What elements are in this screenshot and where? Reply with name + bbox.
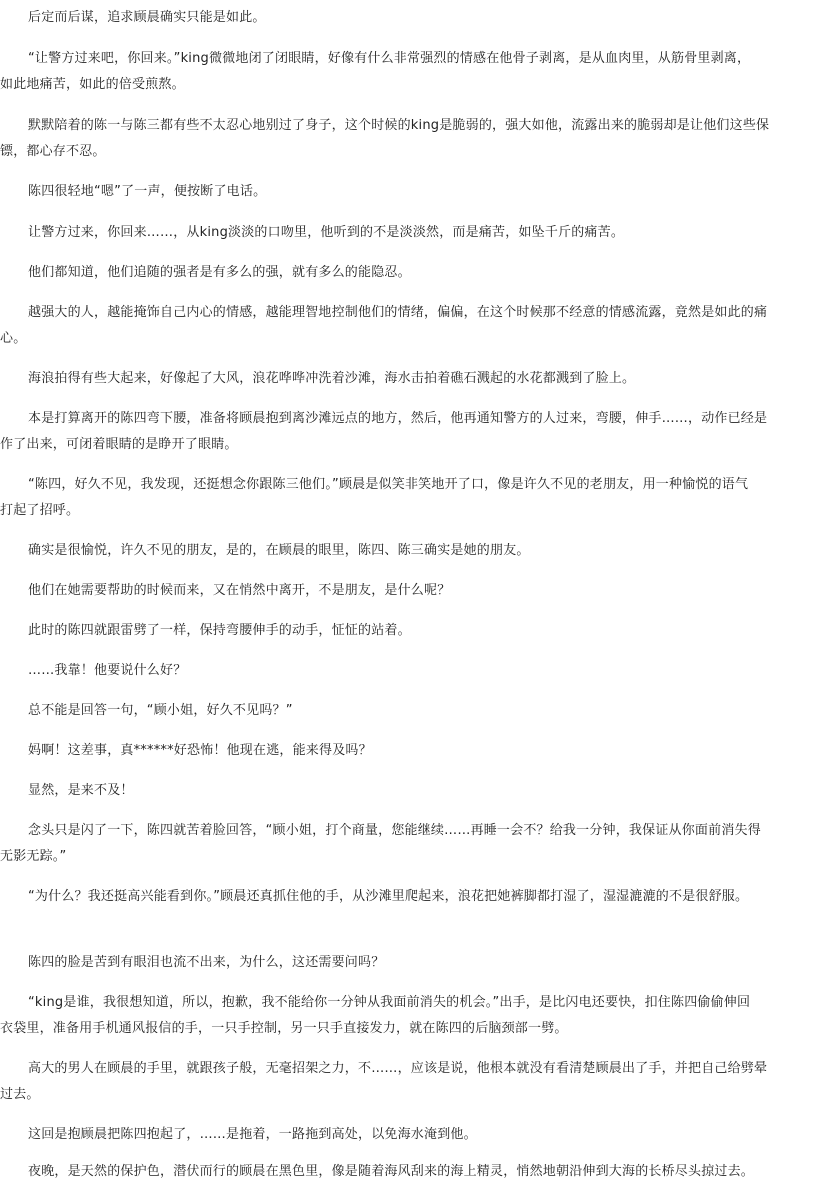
text-line: 总不能是回答一句，“顾小姐，好久不见吗？” [28, 703, 293, 718]
text-line: “陈四，好久不见，我发现，还挺想念你跟陈三他们。”顾晨是似笑非笑地开了口，像是许久不见的老朋友，用一种愉悦的语气 [28, 477, 749, 492]
text-line: “king是谁，我很想知道，所以，抱歉，我不能给你一分钟从我面前消失的机会。”出手，是比闪电还要快，扣住陈四偷偷伸回 [28, 995, 751, 1010]
text-line: “让警方过来吧，你回来。”king微微地闭了闭眼睛，好像有什么非常强烈的情感在他骨子剥离，是从血肉里，从筋骨里剥离， [28, 51, 751, 66]
text-line: 夜晚，是天然的保护色，潜伏而行的顾晨在黑色里，像是随着海风刮来的海上精灵，悄然地朝沿伸到大海的长桥尽头掠过去。 [28, 1164, 755, 1179]
text-line: 念头只是闪了一下，陈四就苦着脸回答，“顾小姐，打个商量，您能继续……再睡一会不？给我一分钟，我保证从你面前消失得 [28, 823, 761, 838]
text-line: 过去。 [0, 1087, 40, 1102]
text-line: 确实是很愉悦，许久不见的朋友，是的，在顾晨的眼里，陈四、陈三确实是她的朋友。 [28, 543, 530, 558]
text-line: 陈四很轻地“嗯”了一声，便按断了电话。 [28, 184, 267, 199]
text-line: 作了出来，可闭着眼睛的是睁开了眼睛。 [0, 437, 238, 452]
text-line: “为什么？我还挺高兴能看到你。”顾晨还真抓住他的手，从沙滩里爬起来，浪花把她裤脚都打湿了，湿湿漉漉的不是很舒服。 [28, 889, 749, 904]
text-line: ……我靠！他要说什么好？ [28, 663, 187, 678]
text-line: 这回是抱顾晨把陈四抱起了，……是拖着，一路拖到高处，以免海水淹到他。 [28, 1127, 477, 1142]
text-line: 此时的陈四就跟雷劈了一样，保持弯腰伸手的动手，怔怔的站着。 [28, 623, 411, 638]
text-line: 打起了招呼。 [0, 503, 80, 518]
text-line: 陈四的脸是苦到有眼泪也流不出来，为什么，这还需要问吗？ [28, 955, 385, 970]
text-line: 如此地痛苦，如此的倍受煎熬。 [0, 77, 185, 92]
text-line: 心。 [0, 331, 27, 346]
text-line: 后定而后谋，追求顾晨确实只能是如此。 [28, 10, 266, 25]
text-line: 越强大的人，越能掩饰自己内心的情感，越能理智地控制他们的情绪，偏偏，在这个时候那不经意的情感流露，竟然是如此的痛 [28, 305, 768, 320]
text-line: 高大的男人在顾晨的手里，就跟孩子般，无毫招架之力，不……，应该是说，他根本就没有看清楚顾晨出了手，并把自己给劈晕 [28, 1061, 768, 1076]
text-line: 本是打算离开的陈四弯下腰，准备将顾晨抱到离沙滩远点的地方，然后，他再通知警方的人过来，弯腰，伸手……，动作已经是 [28, 411, 768, 426]
text-line: 镖，都心存不忍。 [0, 144, 106, 159]
text-line: 他们都知道，他们追随的强者是有多么的强，就有多么的能隐忍。 [28, 265, 411, 280]
text-line: 无影无踪。” [0, 849, 67, 864]
text-line: 海浪拍得有些大起来，好像起了大风，浪花哗哗冲洗着沙滩，海水击拍着礁石溅起的水花都溅到了脸上。 [28, 371, 636, 386]
text-line: 衣袋里，准备用手机通风报信的手，一只手控制，另一只手直接发力，就在陈四的后脑颈部一劈。 [0, 1021, 568, 1036]
text-line: 他们在她需要帮助的时候而来，又在悄然中离开，不是朋友，是什么呢？ [28, 583, 451, 598]
text-line: 让警方过来，你回来……，从king淡淡的口吻里，他听到的不是淡淡然，而是痛苦，如坠千斤的痛苦。 [28, 225, 625, 240]
text-line: 显然，是来不及！ [28, 783, 134, 798]
text-line: 默默陪着的陈一与陈三都有些不太忍心地别过了身子，这个时候的king是脆弱的，强大如他，流露出来的脆弱却是让他们这些保 [28, 118, 770, 133]
text-line: 妈啊！这差事，真******好恐怖！他现在逃，能来得及吗？ [28, 743, 372, 758]
